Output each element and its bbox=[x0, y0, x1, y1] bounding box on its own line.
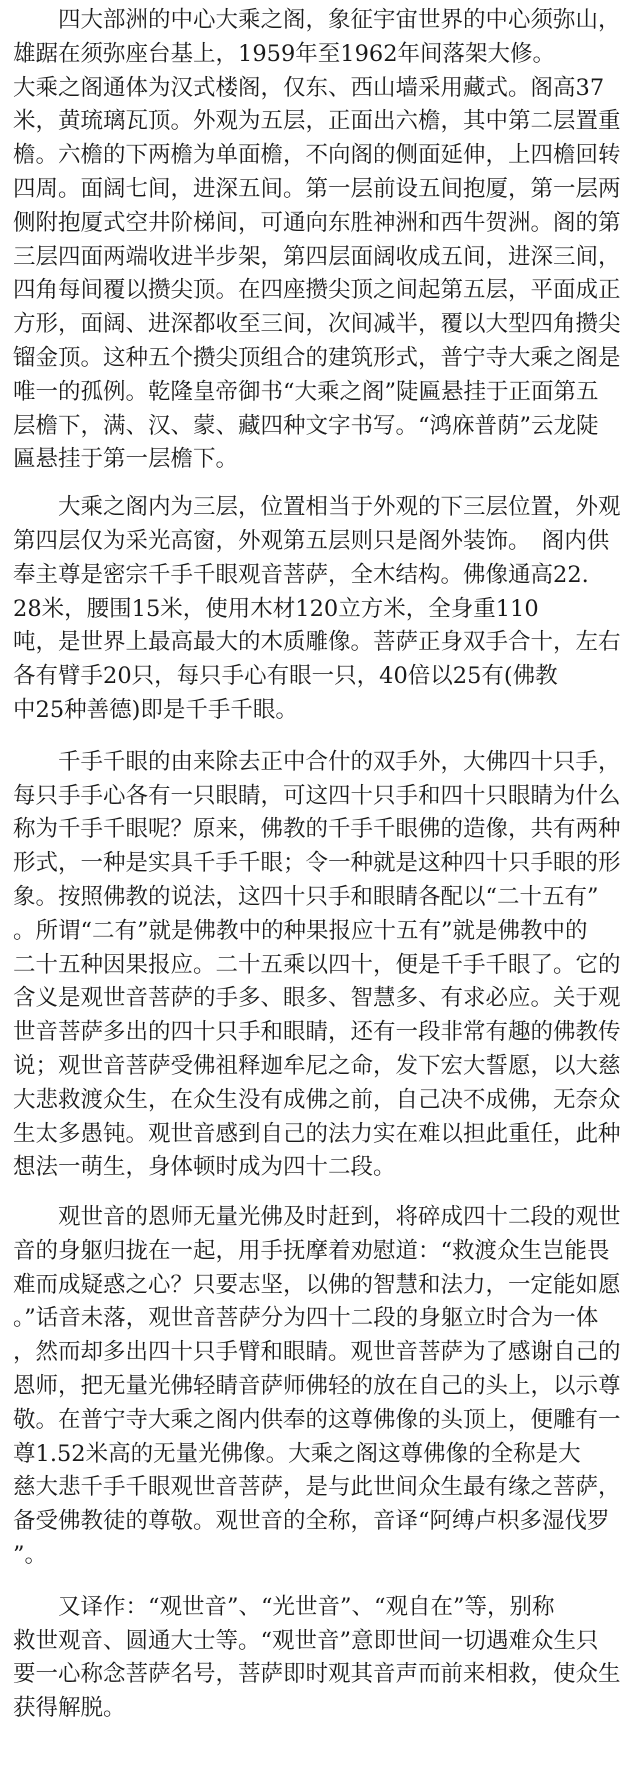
text-line: 观世音的恩师无量光佛及时赶到，将碎成四十二段的观世 bbox=[13, 1204, 621, 1231]
text-line: ”。 bbox=[13, 1542, 48, 1569]
text-line: 檐。六檐的下两檐为单面檐，不向阁的侧面延伸，上四檐回转 bbox=[13, 142, 621, 169]
text-line: 镏金顶。这种五个攒尖顶组合的建筑形式，普宁寺大乘之阁是 bbox=[13, 344, 621, 371]
text-line: 吨，是世界上最高最大的木质雕像。菩萨正身双手合十，左右 bbox=[13, 629, 621, 656]
text-line: 每只手手心各有一只眼睛，可这四十只手和四十只眼睛为什么 bbox=[13, 782, 621, 809]
text-line: 大乘之阁通体为汉式楼阁，仅东、西山墙采用藏式。阁高37 bbox=[13, 74, 605, 101]
paragraph-spacer bbox=[13, 1185, 627, 1201]
text-line: 中25种善德)即是千手千眼。 bbox=[13, 696, 298, 723]
text-line: 四周。面阔七间，进深五间。第一层前设五间抱厦，第一层两 bbox=[13, 175, 621, 202]
text-line: 象。按照佛教的说法，这四十只手和眼睛各配以“二十五有” bbox=[13, 883, 599, 910]
text-line: 音的身躯归拢在一起，用手抚摩着劝慰道：“救渡众生岂能畏 bbox=[13, 1237, 610, 1264]
text-line: 第四层仅为采光高窗，外观第五层则只是阁外装饰。 阁内供 bbox=[13, 527, 610, 554]
text-line: 含义是观世音菩萨的手多、眼多、智慧多、有求必应。关于观 bbox=[13, 985, 621, 1012]
text-line: 方形，面阔、进深都收至三间，次间减半，覆以大型四角攒尖 bbox=[13, 311, 621, 338]
text-line: 奉主尊是密宗千手千眼观音菩萨，全木结构。佛像通高22. bbox=[13, 561, 589, 588]
text-line: 唯一的孤例。乾隆皇帝御书“大乘之阁”陡匾悬挂于正面第五 bbox=[13, 378, 599, 405]
text-line: 匾悬挂于第一层檐下。 bbox=[13, 446, 239, 473]
article-body bbox=[13, 4, 627, 1726]
text-line: 。所谓“二有”就是佛教中的种果报应十五有”就是佛教中的 bbox=[13, 917, 588, 944]
text-line: 想法一萌生，身体顿时成为四十二段。 bbox=[13, 1154, 396, 1181]
text-line: 雄踞在须弥座台基上，1959年至1962年间落架大修。 bbox=[13, 40, 556, 67]
text-line: 形式，一种是实具千手千眼；令一种就是这种四十只手眼的形 bbox=[13, 850, 621, 877]
paragraph-spacer bbox=[13, 477, 627, 491]
text-line: ，然而却多出四十只手臂和眼睛。观世音菩萨为了感谢自己的 bbox=[13, 1339, 621, 1366]
text-line: 恩师，把无量光佛轻睛音萨师佛轻的放在自己的头上，以示尊 bbox=[13, 1373, 621, 1400]
text-line: 米，黄琉璃瓦顶。外观为五层，正面出六檐，其中第二层置重 bbox=[13, 108, 621, 135]
text-line: 救世观音、圆通大士等。“观世音”意即世间一切遇难众生只 bbox=[13, 1627, 599, 1654]
text-line: 千手千眼的由来除去正中合什的双手外，大佛四十只手， bbox=[13, 748, 621, 775]
text-line: 。”话音未落，观世音菩萨分为四十二段的身躯立时合为一体 bbox=[13, 1305, 599, 1332]
text-line: 三层四面两端收进半步架，第四层面阔收成五间，进深三间， bbox=[13, 243, 621, 270]
paragraph-spacer bbox=[13, 1573, 627, 1591]
text-line: 二十五种因果报应。二十五乘以四十，便是千手千眼了。它的 bbox=[13, 951, 621, 978]
text-line: 四角每间覆以攒尖顶。在四座攒尖顶之间起第五层，平面成正 bbox=[13, 277, 621, 304]
paragraph-4 bbox=[13, 1201, 627, 1573]
text-line: 世音菩萨多出的四十只手和眼睛，还有一段非常有趣的佛教传 bbox=[13, 1019, 621, 1046]
paragraph-5 bbox=[13, 1591, 627, 1726]
text-line: 28米，腰围15米，使用木材120立方米，全身重110 bbox=[13, 595, 539, 622]
paragraph-2 bbox=[13, 491, 627, 728]
text-line: 大乘之阁内为三层，位置相当于外观的下三层位置，外观 bbox=[13, 494, 621, 521]
text-line: 备受佛教徒的尊敬。观世音的全称，音译“阿缚卢枳多湿伐罗 bbox=[13, 1508, 610, 1535]
text-line: 生太多愚钝。观世音感到自己的法力实在难以担此重任，此种 bbox=[13, 1120, 621, 1147]
text-line: 大悲救渡众生，在众生没有成佛之前，自己决不成佛，无奈众 bbox=[13, 1086, 621, 1113]
text-line: 获得解脱。 bbox=[13, 1695, 126, 1722]
text-line: 敬。在普宁寺大乘之阁内供奉的这尊佛像的头顶上，便雕有一 bbox=[13, 1406, 621, 1433]
text-line: 侧附抱厦式空井阶梯间，可通向东胜神洲和西牛贺洲。阁的第 bbox=[13, 209, 621, 236]
text-line: 说；观世音菩萨受佛祖释迦牟尼之命，发下宏大誓愿，以大慈 bbox=[13, 1052, 621, 1079]
text-line: 慈大悲千手千眼观世音菩萨，是与此世间众生最有缘之菩萨， bbox=[13, 1474, 621, 1501]
text-line: 难而成疑惑之心？只要志坚，以佛的智慧和法力，一定能如愿 bbox=[13, 1271, 621, 1298]
text-line: 又译作：“观世音”、“光世音”、“观自在”等，别称 bbox=[13, 1593, 555, 1620]
text-line: 要一心称念菩萨名号，菩萨即时观其音声而前来相救，使众生 bbox=[13, 1661, 621, 1688]
text-line: 各有臂手20只，每只手心有眼一只，40倍以25有(佛教 bbox=[13, 663, 558, 690]
paragraph-spacer bbox=[13, 728, 627, 746]
paragraph-3 bbox=[13, 746, 627, 1185]
text-line: 称为千手千眼呢？原来，佛教的千手千眼佛的造像，共有两种 bbox=[13, 816, 621, 843]
text-line: 尊1.52米高的无量光佛像。大乘之阁这尊佛像的全称是大 bbox=[13, 1440, 581, 1467]
text-line: 层檐下，满、汉、蒙、藏四种文字书写。“鸿庥普荫”云龙陡 bbox=[13, 412, 599, 439]
paragraph-1 bbox=[13, 4, 627, 477]
text-line: 四大部洲的中心大乘之阁，象征宇宙世界的中心须弥山， bbox=[13, 7, 621, 33]
